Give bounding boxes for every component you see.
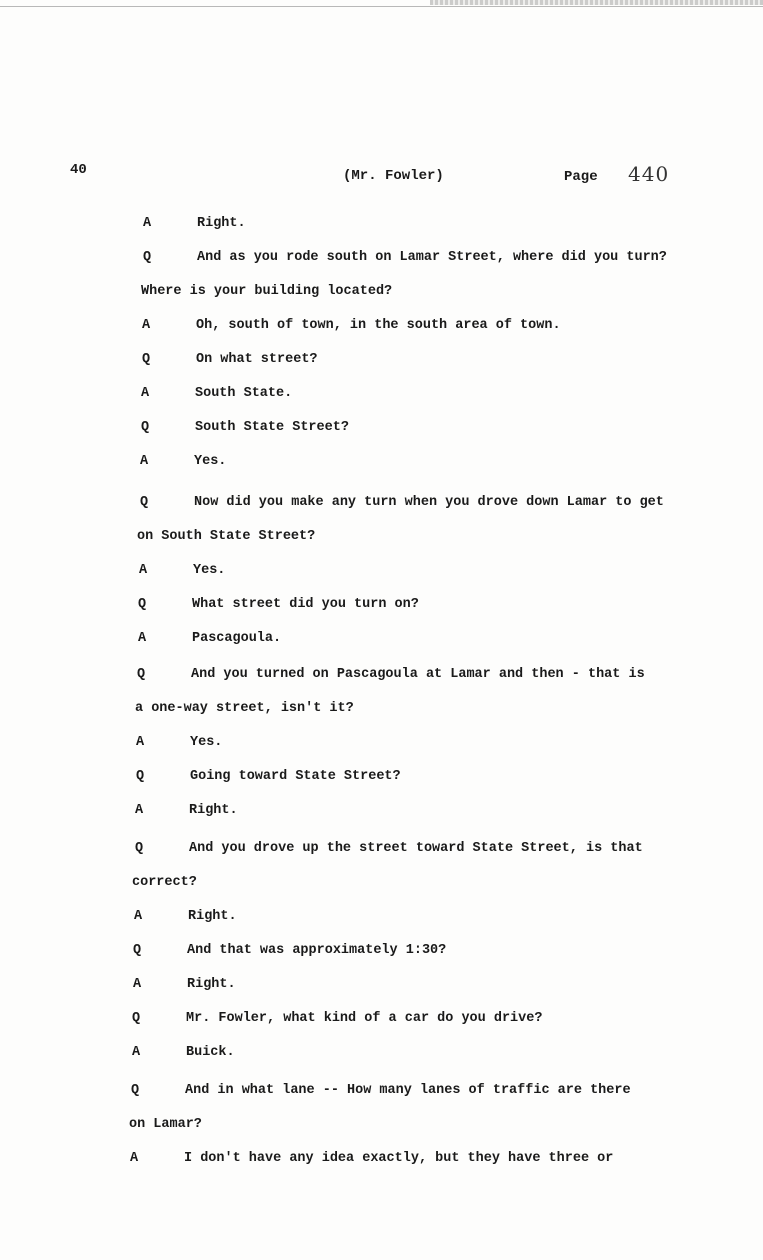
answer-marker: A [138, 631, 147, 646]
top-edge-rule [0, 6, 763, 7]
question-marker: Q [137, 667, 146, 682]
answer-marker: A [130, 1151, 139, 1166]
line-text: Pascagoula. [192, 631, 282, 646]
continuation-text: a one-way street, isn't it? [135, 701, 354, 716]
line-text: And as you rode south on Lamar Street, where did you turn? [197, 250, 667, 265]
answer-marker: A [140, 454, 149, 469]
answer-marker: A [134, 909, 143, 924]
continuation-text: on South State Street? [137, 529, 316, 544]
line-text: Oh, south of town, in the south area of town. [196, 318, 561, 333]
question-marker: Q [143, 250, 152, 265]
answer-marker: A [141, 386, 150, 401]
line-text: Right. [188, 909, 237, 924]
question-marker: Q [133, 943, 142, 958]
question-marker: Q [131, 1083, 140, 1098]
top-edge-scan-artifact [430, 0, 763, 5]
answer-marker: A [139, 563, 148, 578]
line-text: Going toward State Street? [190, 769, 401, 784]
line-text: And in what lane -- How many lanes of traffic are there [185, 1083, 631, 1098]
question-marker: Q [135, 841, 144, 856]
question-marker: Q [138, 597, 147, 612]
line-text: Mr. Fowler, what kind of a car do you drive? [186, 1011, 543, 1026]
line-text: Yes. [193, 563, 226, 578]
line-text: Buick. [186, 1045, 235, 1060]
line-text: And that was approximately 1:30? [187, 943, 447, 958]
answer-marker: A [135, 803, 144, 818]
line-text: South State. [195, 386, 293, 401]
question-marker: Q [142, 352, 151, 367]
page-header [0, 160, 763, 190]
answer-marker: A [142, 318, 151, 333]
line-text: What street did you turn on? [192, 597, 419, 612]
line-text: Yes. [190, 735, 223, 750]
question-marker: Q [140, 495, 149, 510]
line-text: South State Street? [195, 420, 349, 435]
header-witness-name: (Mr. Fowler) [343, 168, 444, 184]
line-text: Right. [197, 216, 246, 231]
line-text: Now did you make any turn when you drove down Lamar to get [194, 495, 664, 510]
header-line-number: 40 [70, 162, 87, 178]
line-text: Yes. [194, 454, 227, 469]
question-marker: Q [132, 1011, 141, 1026]
continuation-text: correct? [132, 875, 197, 890]
header-page-number: 440 [628, 162, 670, 186]
line-text: And you drove up the street toward State Street, is that [189, 841, 643, 856]
answer-marker: A [136, 735, 145, 750]
question-marker: Q [136, 769, 145, 784]
continuation-text: Where is your building located? [141, 284, 393, 299]
line-text: And you turned on Pascagoula at Lamar and then - that is [191, 667, 645, 682]
line-text: Right. [187, 977, 236, 992]
question-marker: Q [141, 420, 150, 435]
header-page-label: Page [564, 169, 598, 185]
answer-marker: A [143, 216, 152, 231]
line-text: Right. [189, 803, 238, 818]
answer-marker: A [132, 1045, 141, 1060]
continuation-text: on Lamar? [129, 1117, 202, 1132]
line-text: I don't have any idea exactly, but they have three or [184, 1151, 614, 1166]
answer-marker: A [133, 977, 142, 992]
line-text: On what street? [196, 352, 318, 367]
